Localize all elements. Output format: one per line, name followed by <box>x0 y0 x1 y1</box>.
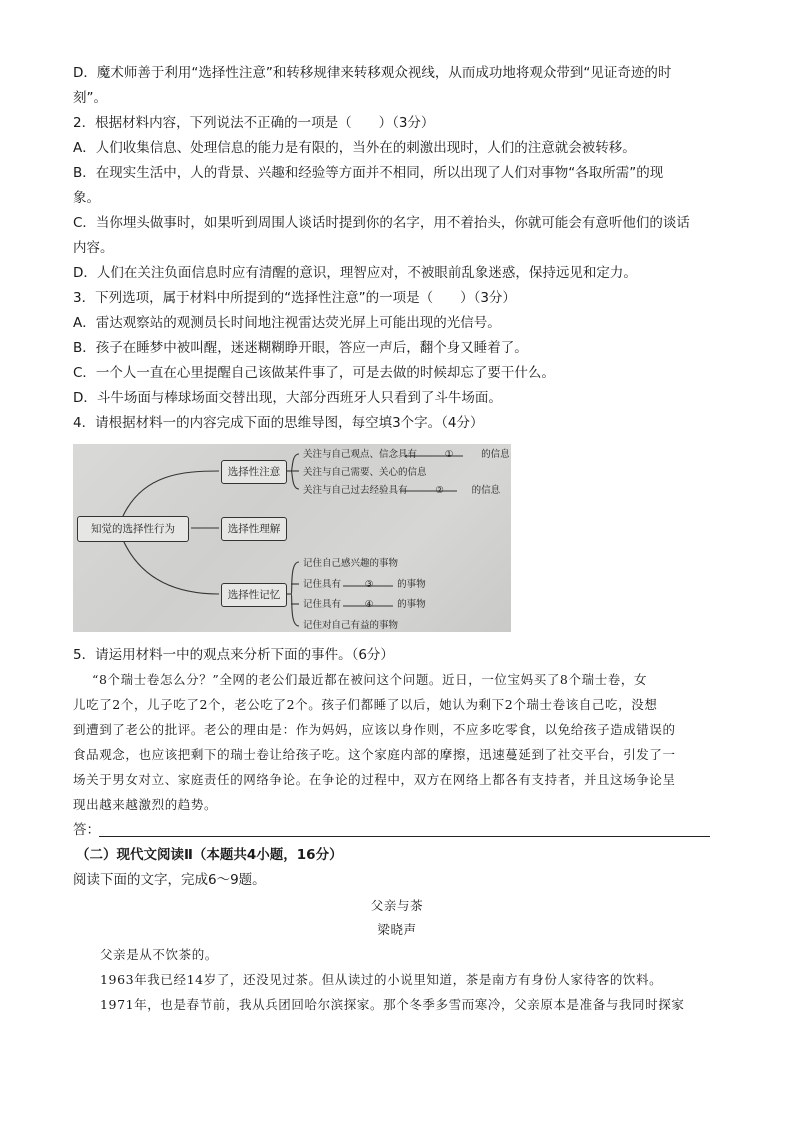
q2-stem: 2．根据材料内容，下列说法不正确的一项是（ ）（3分） <box>73 115 435 131</box>
q5-passage-line1: “8个瑞士卷怎么分？”全网的老公们最近都在被问这个问题。近日，一位宝妈买了8个瑞士卷，女 <box>92 672 648 687</box>
mind-map-figure <box>73 444 511 632</box>
q3-option-b: B．孩子在睡梦中被叫醒，迷迷糊糊睁开眼，答应一声后，翻个身又睡着了。 <box>73 340 528 356</box>
article-title: 父亲与茶 <box>370 898 424 913</box>
q3-option-d: D．斗牛场面与棒球场面交替出现，大部分西班牙人只看到了斗牛场面。 <box>73 390 502 406</box>
q2-option-d: D．人们在关注负面信息时应有清醒的意识，理智应对，不被眼前乱象迷惑，保持远见和定力。 <box>73 265 637 281</box>
memory-leaf-1: 记住自己感兴趣的事物 <box>303 558 399 569</box>
attention-leaf-3-text: 关注与自己过去经验具有 <box>303 485 408 496</box>
q2-option-c-line1: C．当你埋头做事时，如果听到周围人谈话时提到你的名字，用不着抬头，你就可能会有意听他们的谈话 <box>73 215 690 231</box>
blank-1-number: ① <box>444 449 454 460</box>
mind-map-root: 知觉的选择性行为 <box>77 516 189 542</box>
q5-passage-line2: 儿吃了2个，儿子吃了2个，老公吃了2个。孩子们都睡了以后，她认为剩下2个瑞士卷该自己吃，没想 <box>73 697 658 712</box>
attention-leaf-1-suffix: 的信息 <box>481 449 510 460</box>
q3-option-c: C．一个人一直在心里提醒自己该做某件事了，可是去做的时候却忘了要干什么。 <box>73 365 555 381</box>
article-author: 梁晓声 <box>377 922 417 937</box>
mind-map-node-attention: 选择性注意 <box>221 460 287 484</box>
q1-option-d-line2: 刻”。 <box>73 90 107 106</box>
memory-leaf-2-suffix: 的事物 <box>397 579 426 590</box>
q3-stem: 3．下列选项，属于材料中所提到的“选择性注意”的一项是（ ）（3分） <box>73 290 516 306</box>
blank-4-number: ④ <box>364 599 374 610</box>
mind-map-node-understanding: 选择性理解 <box>221 517 287 541</box>
memory-leaf-2-text: 记住具有 <box>303 579 342 590</box>
attention-leaf-1-text: 关注与自己观点、信念具有 <box>303 449 418 460</box>
blank-3-number: ③ <box>364 579 374 590</box>
article-paragraph-2: 1963年我已经14岁了，还没见过茶。但从读过的小说里知道，茶是南方有身份人家待客的饮料。 <box>100 972 663 987</box>
q5-passage-line3: 到遭到了老公的批评。老公的理由是：作为妈妈，应该以身作则，不应多吃零食，以免给孩子造成错误的 <box>73 722 676 737</box>
memory-leaf-3 <box>303 596 426 610</box>
q5-stem: 5．请运用材料一中的观点来分析下面的事件。（6分） <box>73 647 394 663</box>
section-2-instructions: 阅读下面的文字，完成6～9题。 <box>73 872 266 888</box>
q3-option-a: A．雷达观察站的观测员长时间地注视雷达荧光屏上可能出现的光信号。 <box>73 315 501 331</box>
q5-passage-line4: 食品观念，也应该把剩下的瑞士卷让给孩子吃。这个家庭内部的摩擦，迅速蔓延到了社交平台，引发了一 <box>73 747 676 762</box>
memory-leaf-3-text: 记住具有 <box>303 599 342 610</box>
attention-leaf-2: 关注与自己需要、关心的信息 <box>303 467 427 478</box>
q2-option-b-line2: 象。 <box>73 190 100 206</box>
attention-leaf-3 <box>303 482 500 496</box>
section-2-heading: （二）现代文阅读Ⅱ（本题共4小题，16分） <box>76 847 343 863</box>
mind-map-node-memory: 选择性记忆 <box>221 583 287 607</box>
article-paragraph-3: 1971年，也是春节前，我从兵团回哈尔滨探家。那个冬季多雪而寒冷，父亲原本是准备与我同时探家 <box>100 997 685 1012</box>
memory-leaf-2 <box>303 576 426 590</box>
q4-stem: 4．请根据材料一的内容完成下面的思维导图，每空填3个字。（4分） <box>73 415 484 431</box>
q2-option-b-line1: B．在现实生活中，人的背景、兴趣和经验等方面并不相同，所以出现了人们对事物“各取所需”的现 <box>73 165 664 181</box>
q5-answer-line[interactable] <box>99 836 710 837</box>
q5-passage-line5: 场关于男女对立、家庭责任的网络争论。在争论的过程中，双方在网络上都各有支持者，并且这场争论呈 <box>73 772 676 787</box>
memory-leaf-4: 记住对自己有益的事物 <box>303 620 399 631</box>
attention-leaf-3-suffix: 的信息 <box>471 485 501 496</box>
article-paragraph-1: 父亲是从不饮茶的。 <box>100 947 218 962</box>
blank-2-number: ② <box>435 485 444 496</box>
q5-answer-label: 答： <box>73 822 100 838</box>
q2-option-c-line2: 内容。 <box>73 240 114 256</box>
attention-leaf-1 <box>303 446 510 460</box>
q2-option-a: A．人们收集信息、处理信息的能力是有限的，当外在的刺激出现时，人们的注意就会被转移。 <box>73 140 636 156</box>
q5-passage-line6: 现出越来越激烈的趋势。 <box>73 797 218 812</box>
q1-option-d-line1: D．魔术师善于利用“选择性注意”和转移规律来转移观众视线，从而成功地将观众带到“见证奇迹的时 <box>73 65 672 81</box>
memory-leaf-3-suffix: 的事物 <box>397 599 426 610</box>
